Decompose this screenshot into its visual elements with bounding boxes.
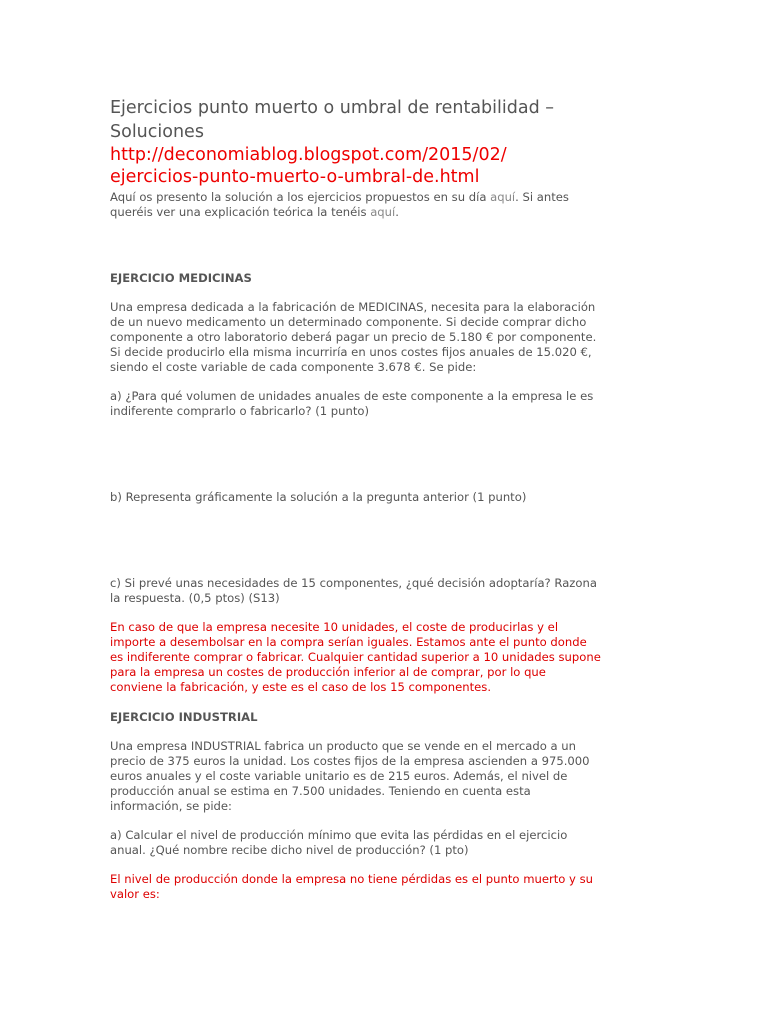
ex2-statement-line: precio de 375 euros la unidad. Los costes fijos de la empresa ascienden a 975.000 (110, 754, 590, 768)
title-line-1: Ejercicios punto muerto o umbral de rentabilidad – (110, 98, 555, 118)
ex1-answer-line: para la empresa un costes de producción inferior al de comprar, por lo que (110, 665, 546, 679)
exercise-1-question-c (110, 576, 650, 606)
ex2-statement-line: información, se pide: (110, 799, 232, 813)
exercise-2-statement (110, 739, 650, 814)
ex1-statement-line: componente a otro laboratorio deberá pagar un precio de 5.180 € por componente. (110, 330, 597, 344)
ex1-statement-line: Una empresa dedicada a la fabricación de MEDICINAS, necesita para la elaboración (110, 300, 596, 314)
ex1-answer-line: es indiferente comprar o fabricar. Cualquier cantidad superior a 10 unidades supone (110, 650, 601, 664)
ex2-statement-line: Una empresa INDUSTRIAL fabrica un producto que se vende en el mercado a un (110, 739, 576, 753)
ex1-answer-line: En caso de que la empresa necesite 10 unidades, el coste de producirlas y el (110, 620, 559, 634)
exercise-1-question-a (110, 389, 650, 419)
ex1-qc-line: la respuesta. (0,5 ptos) (S13) (110, 591, 280, 605)
ex1-qa-line: indiferente comprarlo o fabricarlo? (1 punto) (110, 404, 369, 418)
intro-text-4: . (395, 205, 399, 219)
url-line-1: http://deconomiablog.blogspot.com/2015/02/ (110, 145, 507, 165)
ex1-statement-line: de un nuevo medicamento un determinado componente. Si decide comprar dicho (110, 315, 587, 329)
ex1-answer-line: conviene la fabricación, y este es el caso de los 15 componentes. (110, 680, 492, 694)
url-line-2: ejercicios-punto-muerto-o-umbral-de.html (110, 167, 480, 187)
ex2-qa-line: a) Calcular el nivel de producción mínimo que evita las pérdidas en el ejercicio (110, 828, 568, 842)
source-url-link[interactable] (110, 144, 650, 188)
exercise-2-heading: EJERCICIO INDUSTRIAL (110, 710, 258, 724)
ex1-qa-line: a) ¿Para qué volumen de unidades anuales de este componente a la empresa le es (110, 389, 594, 403)
ex2-statement-line: euros anuales y el coste variable unitario es de 215 euros. Además, el nivel de (110, 769, 568, 783)
intro-link-2[interactable]: aquí (370, 205, 396, 219)
document-title (110, 96, 650, 144)
exercise-1-heading: EJERCICIO MEDICINAS (110, 271, 252, 285)
intro-text-2: . Si antes (515, 190, 569, 204)
exercise-2-question-a (110, 828, 650, 858)
document-page (110, 96, 650, 902)
ex1-statement-line: siendo el coste variable de cada componente 3.678 €. Se pide: (110, 360, 477, 374)
intro-text-3: queréis ver una explicación teórica la tenéis (110, 205, 371, 219)
ex1-statement-line: Si decide producirlo ella misma incurriría en unos costes fijos anuales de 15.020 €, (110, 345, 592, 359)
ex2-answer-line: El nivel de producción donde la empresa no tiene pérdidas es el punto muerto y su (110, 872, 593, 886)
exercise-1-statement (110, 300, 650, 375)
exercise-1-question-b: b) Representa gráficamente la solución a la pregunta anterior (1 punto) (110, 490, 527, 504)
title-line-2: Soluciones (110, 122, 204, 142)
ex2-qa-line: anual. ¿Qué nombre recibe dicho nivel de producción? (1 pto) (110, 843, 469, 857)
exercise-2-answer (110, 872, 650, 902)
ex2-answer-line: valor es: (110, 887, 160, 901)
exercise-1-answer (110, 620, 650, 695)
ex2-statement-line: producción anual se estima en 7.500 unidades. Teniendo en cuenta esta (110, 784, 531, 798)
intro-link-1[interactable]: aquí (490, 190, 516, 204)
ex1-answer-line: importe a desembolsar en la compra serían iguales. Estamos ante el punto donde (110, 635, 587, 649)
intro-paragraph (110, 190, 650, 220)
ex1-qc-line: c) Si prevé unas necesidades de 15 componentes, ¿qué decisión adoptaría? Razona (110, 576, 597, 590)
intro-text-1: Aquí os presento la solución a los ejercicios propuestos en su día (110, 190, 491, 204)
